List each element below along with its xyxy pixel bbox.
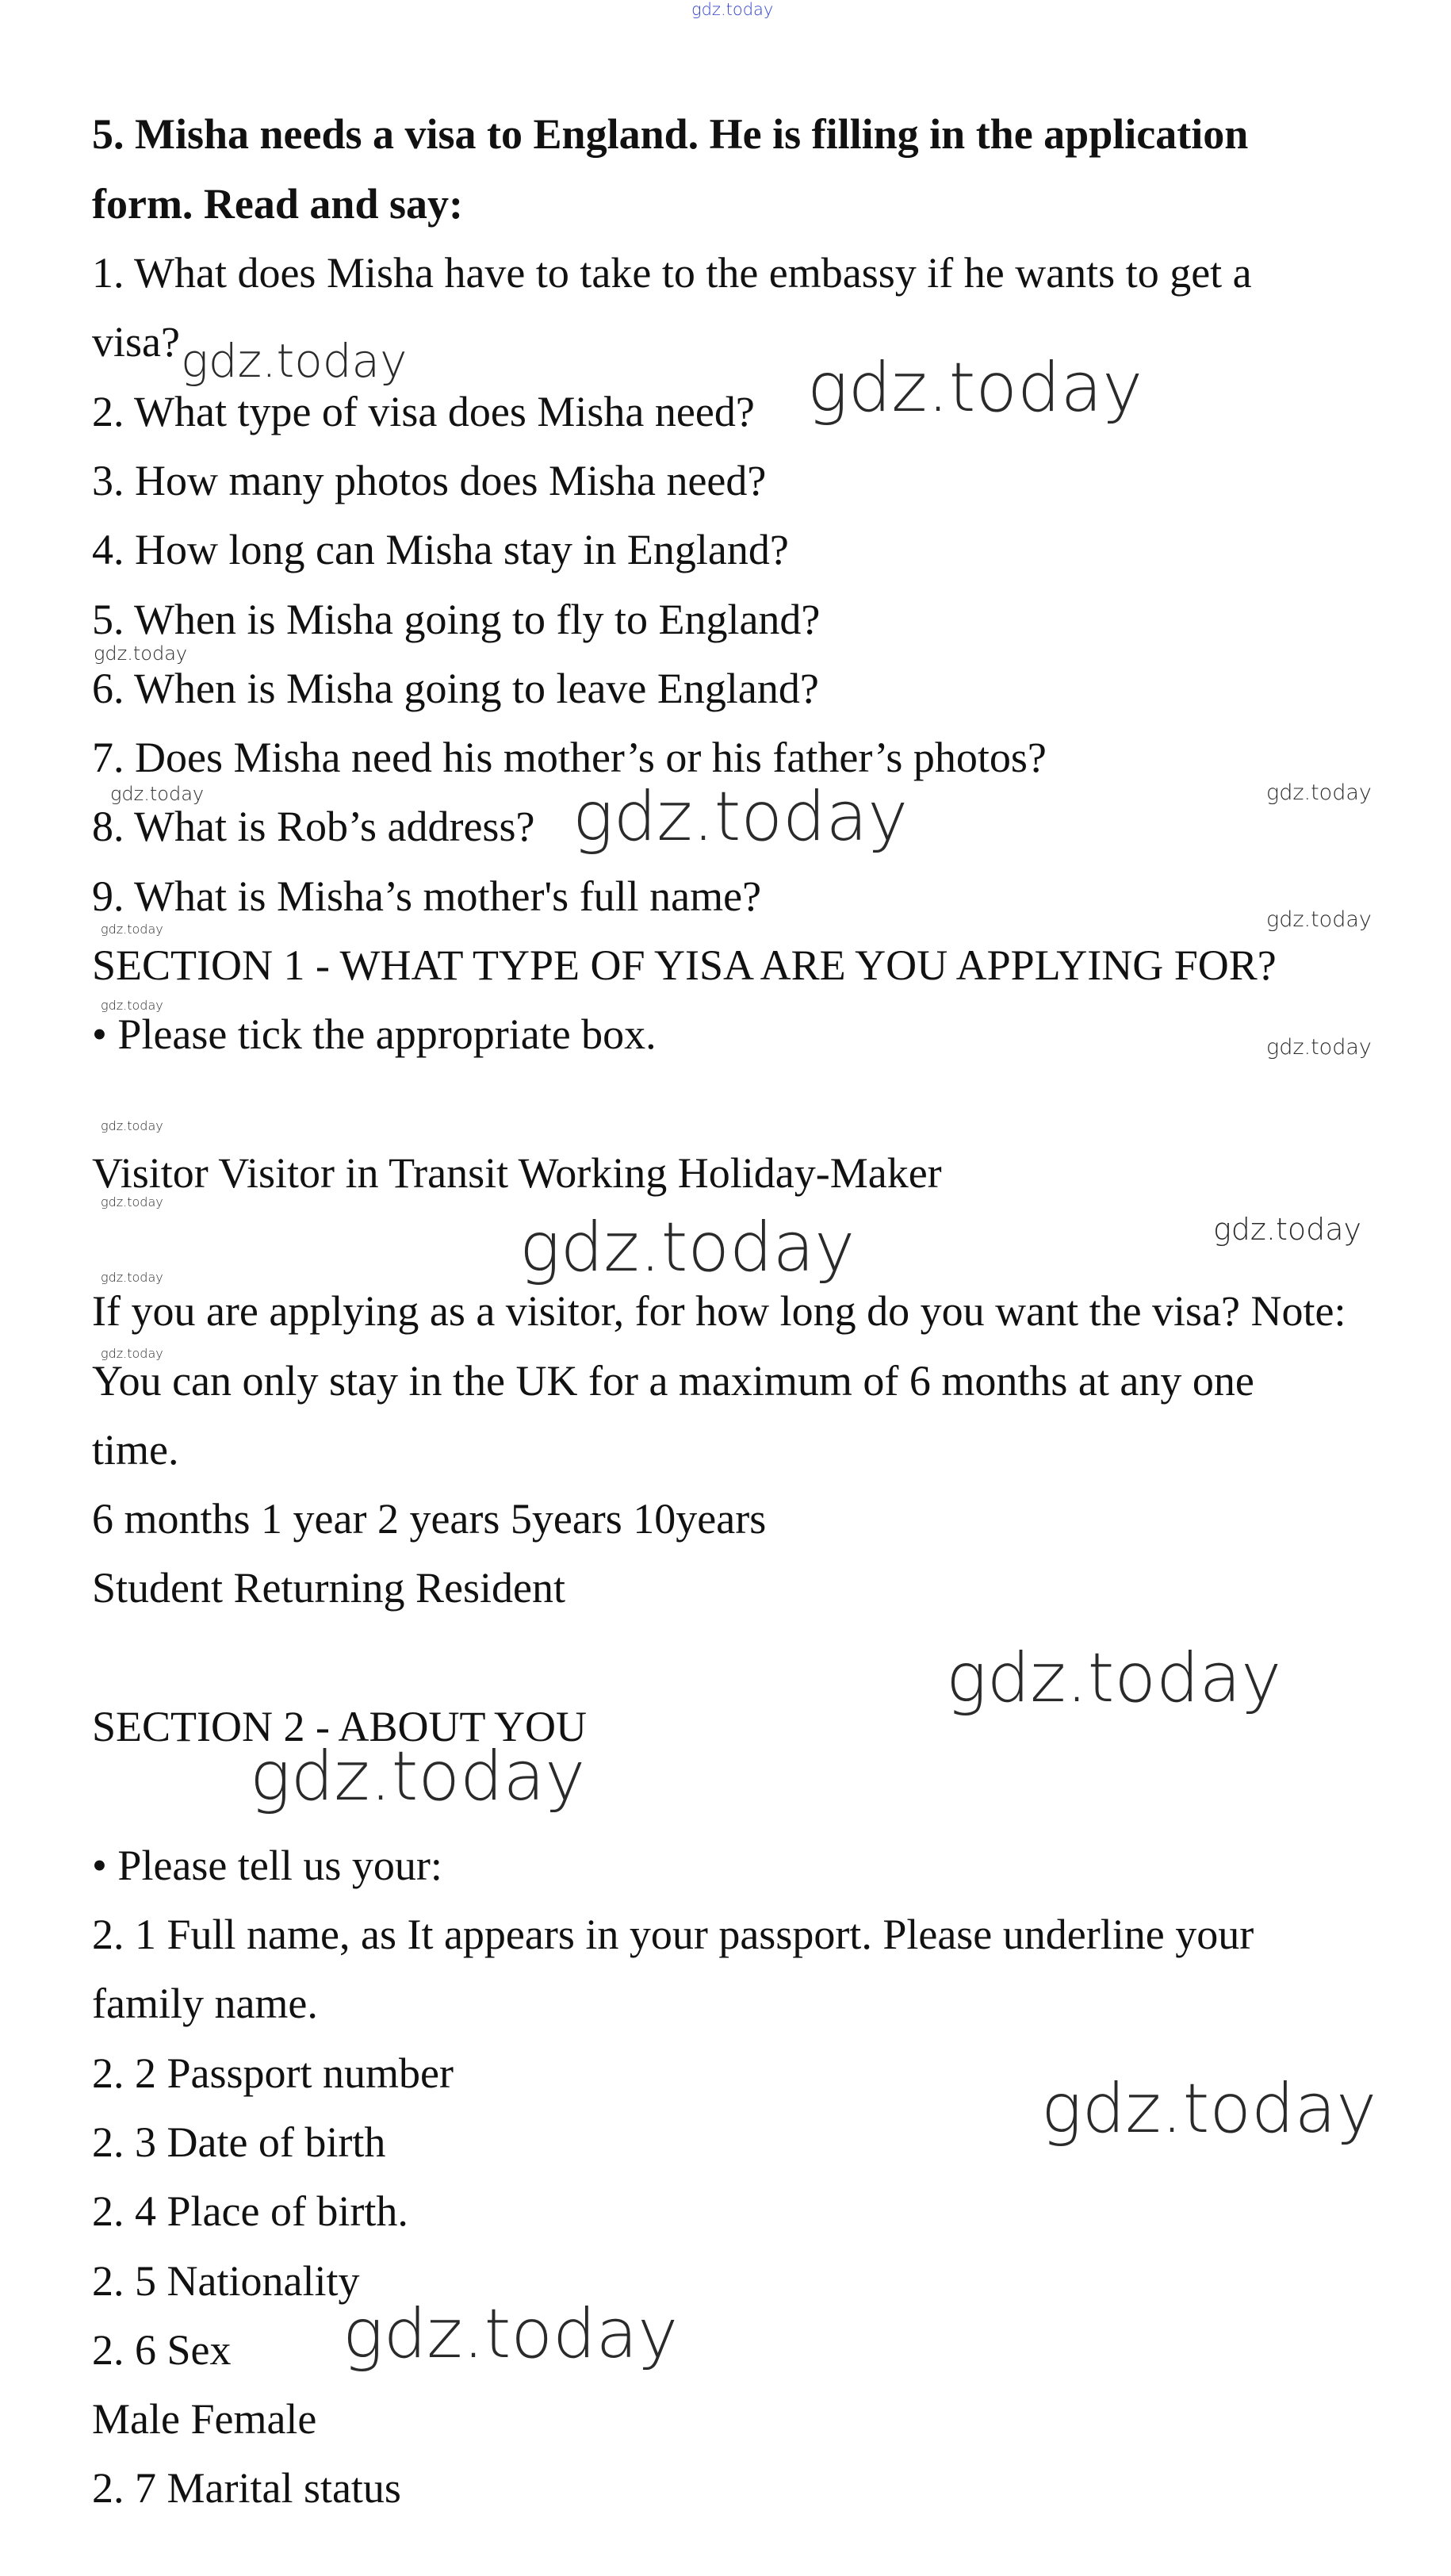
question-9: 9. What is Misha’s mother's full name? (92, 872, 762, 920)
question-7: 7. Does Misha need his mother’s or his father’s photos? (92, 734, 1047, 781)
item-full-name-continued: family name. (92, 1980, 318, 2027)
watermark: gdz.today (250, 1737, 586, 1816)
watermark: gdz.today (101, 998, 163, 1013)
watermark: gdz.today (94, 642, 188, 665)
visa-duration-note: You can only stay in the UK for a maximum of 6 months at any one (92, 1357, 1254, 1405)
visa-duration-options: 6 months 1 year 2 years 5years 10years (92, 1495, 767, 1543)
question-1-continued: visa? (92, 318, 180, 366)
watermark: gdz.today (101, 1346, 163, 1361)
section-2-intro: • Please tell us your: (92, 1842, 442, 1889)
sex-options: Male Female (92, 2395, 317, 2443)
other-visa-types: Student Returning Resident (92, 1564, 565, 1612)
watermark: gdz.today (101, 1194, 163, 1209)
visa-duration-note-continued: time. (92, 1426, 179, 1474)
watermark: gdz.today (1266, 1035, 1372, 1060)
watermark: gdz.today (1213, 1212, 1361, 1247)
question-2: 2. What type of visa does Misha need? (92, 388, 755, 435)
watermark: gdz.today (101, 922, 163, 937)
watermark: gdz.today (946, 1639, 1282, 1718)
watermark: gdz.today (1266, 907, 1372, 932)
question-6: 6. When is Misha going to leave England? (92, 665, 819, 712)
watermark: gdz.today (519, 1208, 856, 1287)
section-1-heading: SECTION 1 - WHAT TYPE OF YISA ARE YOU APPLYING FOR? (92, 941, 1277, 989)
visa-type-options: Visitor Visitor in Transit Working Holiday-Maker (92, 1149, 942, 1197)
question-3: 3. How many photos does Misha need? (92, 457, 767, 504)
item-date-of-birth: 2. 3 Date of birth (92, 2118, 386, 2166)
item-passport-number: 2. 2 Passport number (92, 2049, 454, 2097)
question-4: 4. How long can Misha stay in England? (92, 526, 789, 573)
item-marital-status: 2. 7 Marital status (92, 2464, 401, 2512)
question-5: 5. When is Misha going to fly to England? (92, 596, 821, 643)
item-place-of-birth: 2. 4 Place of birth. (92, 2187, 408, 2235)
watermark: gdz.today (807, 348, 1143, 427)
task-title-continued: form. Read and say: (92, 180, 463, 228)
watermark: gdz.today (110, 783, 205, 805)
watermark: gdz.today (101, 1270, 163, 1285)
item-nationality: 2. 5 Nationality (92, 2257, 360, 2305)
watermark: gdz.today (181, 334, 408, 388)
watermark: gdz.today (1266, 780, 1372, 805)
item-sex: 2. 6 Sex (92, 2326, 232, 2374)
section-2-heading: SECTION 2 - ABOUT YOU (92, 1703, 588, 1750)
watermark: gdz.today (1041, 2069, 1377, 2149)
item-full-name: 2. 1 Full name, as It appears in your passport. Please underline your (92, 1911, 1254, 1958)
site-watermark: gdz.today (691, 0, 774, 19)
watermark: gdz.today (101, 1118, 163, 1133)
visa-duration-question: If you are applying as a visitor, for how long do you want the visa? Note: (92, 1287, 1346, 1335)
question-8: 8. What is Rob’s address? (92, 803, 535, 850)
question-1: 1. What does Misha have to take to the embassy if he wants to get a (92, 249, 1252, 297)
task-title: 5. Misha needs a visa to England. He is filling in the application (92, 110, 1249, 158)
watermark: gdz.today (572, 777, 909, 857)
watermark: gdz.today (343, 2294, 679, 2374)
section-1-instruction: • Please tick the appropriate box. (92, 1010, 657, 1058)
